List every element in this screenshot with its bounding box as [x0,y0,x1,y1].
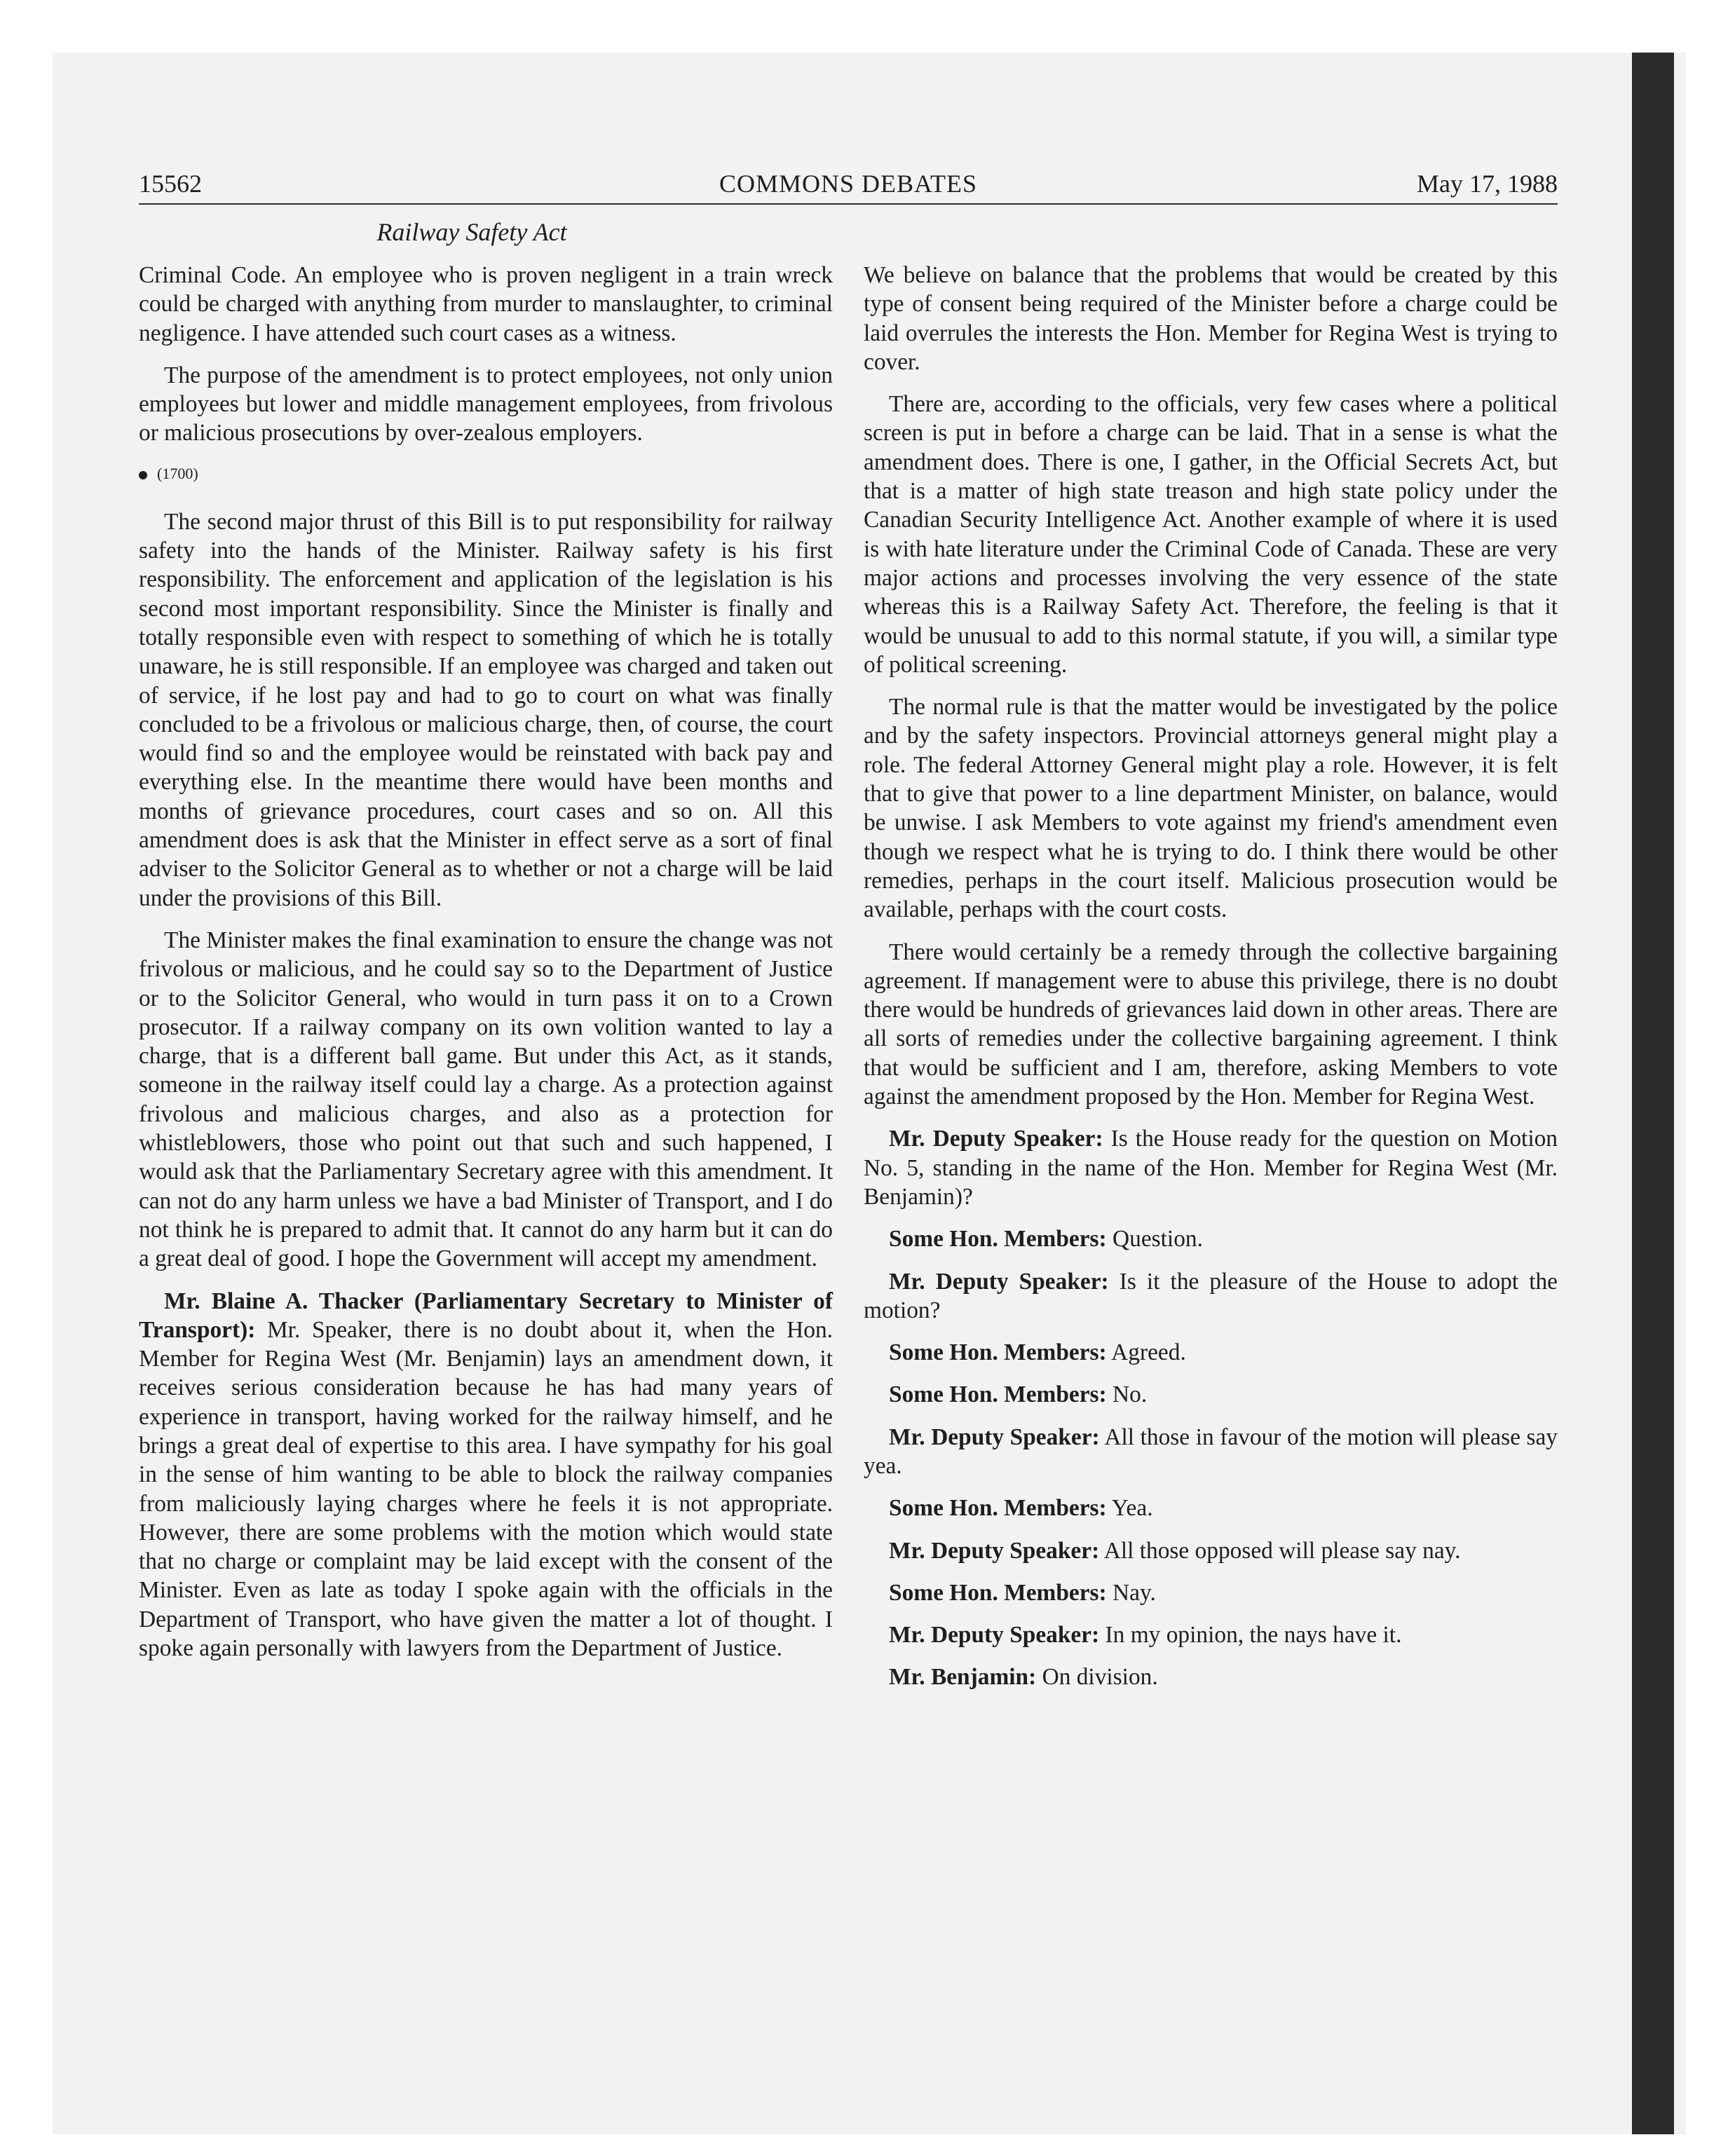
page-number: 15562 [139,170,202,198]
speaker-name: Mr. Deputy Speaker: [889,1537,1100,1564]
speech-text: Is it the pleasure of the House to adopt the motion? [864,1268,1558,1323]
page-date: May 17, 1988 [1417,170,1558,198]
speech-paragraph [864,1578,1558,1607]
timestamp-text: (1700) [157,464,198,482]
speech-text: No. [1106,1381,1148,1408]
speech-text: Is the House ready for the question on Motion No. 5, standing in the name of the Hon. Member for Regina West (Mr. Benjamin)? [864,1126,1558,1210]
timestamp [139,461,833,486]
speech-text: All those in favour of the motion will please say yea. [864,1424,1558,1479]
paragraph: Criminal Code. An employee who is proven negligent in a train wreck could be charged with anything from murder to manslaughter, to criminal negligence. I have attended such court cases as a witness. [139,262,833,346]
speech-paragraph [864,1663,1558,1691]
speech-paragraph [139,1287,833,1663]
running-title: Railway Safety Act [376,218,567,246]
left-column [139,261,833,1676]
page-header [139,165,1558,202]
speech-text: In my opinion, the nays have it. [1099,1622,1402,1649]
speaker-name: Mr. Deputy Speaker: [889,1268,1109,1295]
paragraph: The normal rule is that the matter would be investigated by the police and by the safety inspectors. Provincial attorneys general might play a role. The federal Attorney General might play a role. However, it is felt that to give that power to a line department Minister, on balance, would be unwise. I ask Members to vote against my friend's amendment even though we respect what he is trying to do. I think there would be other remedies, perhaps in the court itself. Malicious prosecution would be available, perhaps with the court costs. [864,694,1558,923]
speech-paragraph [864,1124,1558,1211]
paragraph: There are, according to the officials, very few cases where a political screen is put in before a charge can be laid. That in a sense is what the amendment does. There is one, I gather, in the Official Secrets Act, but that is a matter of high state treason and high state policy under the Canadian Security Intelligence Act. Another example of where it is used is with hate literature under the Criminal Code of Canada. These are very major actions and processes involving the very essence of the state whereas this is a Railway Safety Act. Therefore, the feeling is that it would be unusual to add to this normal statute, if you will, a similar type of political screening. [864,391,1558,678]
speaker-name: Mr. Deputy Speaker: [889,1126,1103,1152]
scan-edge-bar [1632,53,1674,2134]
speech-paragraph [864,1423,1558,1481]
speaker-name: Some Hon. Members: [889,1226,1107,1253]
publication-title: COMMONS DEBATES [719,170,978,198]
exchange-list [864,1124,1558,1691]
paragraph: The Minister makes the final examination to ensure the change was not frivolous or malicious, and he could say so to the Department of Justice or to the Solicitor General, who would in turn pass it on to a Crown prosecutor. If a railway company on its own volition wanted to lay a charge, that is a different ball game. But under this Act, as it stands, someone in the railway itself could lay a charge. As a protection against frivolous and malicious charges, and also as a protection for whistleblowers, those who point out that such and such happened, I would ask that the Parliamentary Secretary agree with this amendment. It can not do any harm unless we have a bad Minister of Transport, and I do not think he is prepared to admit that. It cannot do any harm but it can do a great deal of good. I hope the Government will accept my amendment. [139,927,833,1272]
speech-paragraph [864,1267,1558,1325]
speaker-name: Mr. Deputy Speaker: [889,1424,1100,1450]
header-rule [139,203,1558,205]
speaker-name: Some Hon. Members: [889,1495,1107,1522]
speaker-name: Some Hon. Members: [889,1339,1107,1366]
speech-text: Yea. [1106,1495,1153,1522]
speaker-name: Mr. Deputy Speaker: [889,1622,1100,1649]
speech-paragraph [864,1621,1558,1649]
right-column [864,261,1558,1705]
speech-text: Nay. [1106,1579,1156,1606]
speech-paragraph [864,1494,1558,1522]
paragraph: The purpose of the amendment is to protect employees, not only union employees but lower and middle management employees, from frivolous or malicious prosecutions by over-zealous employers. [139,362,833,446]
speech-paragraph [864,1536,1558,1565]
bullet-icon [139,471,147,479]
speech-text: Question. [1106,1226,1203,1253]
speech-text: On division. [1036,1664,1158,1691]
paragraph: The second major thrust of this Bill is to put responsibility for railway safety into the hands of the Minister. Railway safety is his first responsibility. The enforcement and application of the legislation is his second most important responsibility. Since the Minister is finally and totally responsible even with respect to something of which he is totally unaware, he is still responsible. If an employee was charged and taken out of service, if he lost pay and had to go to court on what was finally concluded to be a frivolous or malicious charge, then, of course, the court would find so and the employee would be reinstated with back pay and everything else. In the meantime there would have been months and months of grievance procedures, court cases and so on. All this amendment does is ask that the Minister in effect serve as a sort of final adviser to the Solicitor General as to whether or not a charge will be laid under the provisions of this Bill. [139,508,833,911]
speech-text: Agreed. [1106,1339,1186,1366]
speech-paragraph [864,1338,1558,1367]
speech-text: Mr. Speaker, there is no doubt about it, when the Hon. Member for Regina West (Mr. Benjamin) lays an amendment down, it receives serious consideration because he has had many years of experience in transport, having worked for the railway himself, and he brings a great deal of expertise to this area. I have sympathy for his goal in the sense of him wanting to be able to block the railway companies from maliciously laying charges where he feels it is not appropriate. However, there are some problems with the motion which would state that no charge or complaint may be laid except with the consent of the Minister. Even as late as today I spoke again with the officials in the Department of Transport, who have given the matter a lot of thought. I spoke again personally with lawyers from the Department of Justice. [139,1316,833,1662]
speech-paragraph [864,1224,1558,1253]
speaker-name: Mr. Blaine A. Thacker (Parliamentary Secretary to Minister of Transport): [139,1288,833,1343]
speaker-name: Some Hon. Members: [889,1579,1107,1606]
speech-paragraph [864,1380,1558,1409]
paragraph: There would certainly be a remedy through the collective bargaining agreement. If management were to abuse this privilege, there is no doubt there would be hundreds of grievances laid down in other areas. There are all sorts of remedies under the collective bargaining agreement. I think that would be sufficient and I am, therefore, asking Members to vote against the amendment proposed by the Hon. Member for Regina West. [864,939,1558,1110]
paragraph: We believe on balance that the problems that would be created by this type of consent being required of the Minister before a charge could be laid overrules the interests the Hon. Member for Regina West is trying to cover. [864,262,1558,375]
speech-text: All those opposed will please say nay. [1099,1537,1461,1564]
speaker-name: Mr. Benjamin: [889,1664,1037,1691]
speaker-name: Some Hon. Members: [889,1381,1107,1408]
